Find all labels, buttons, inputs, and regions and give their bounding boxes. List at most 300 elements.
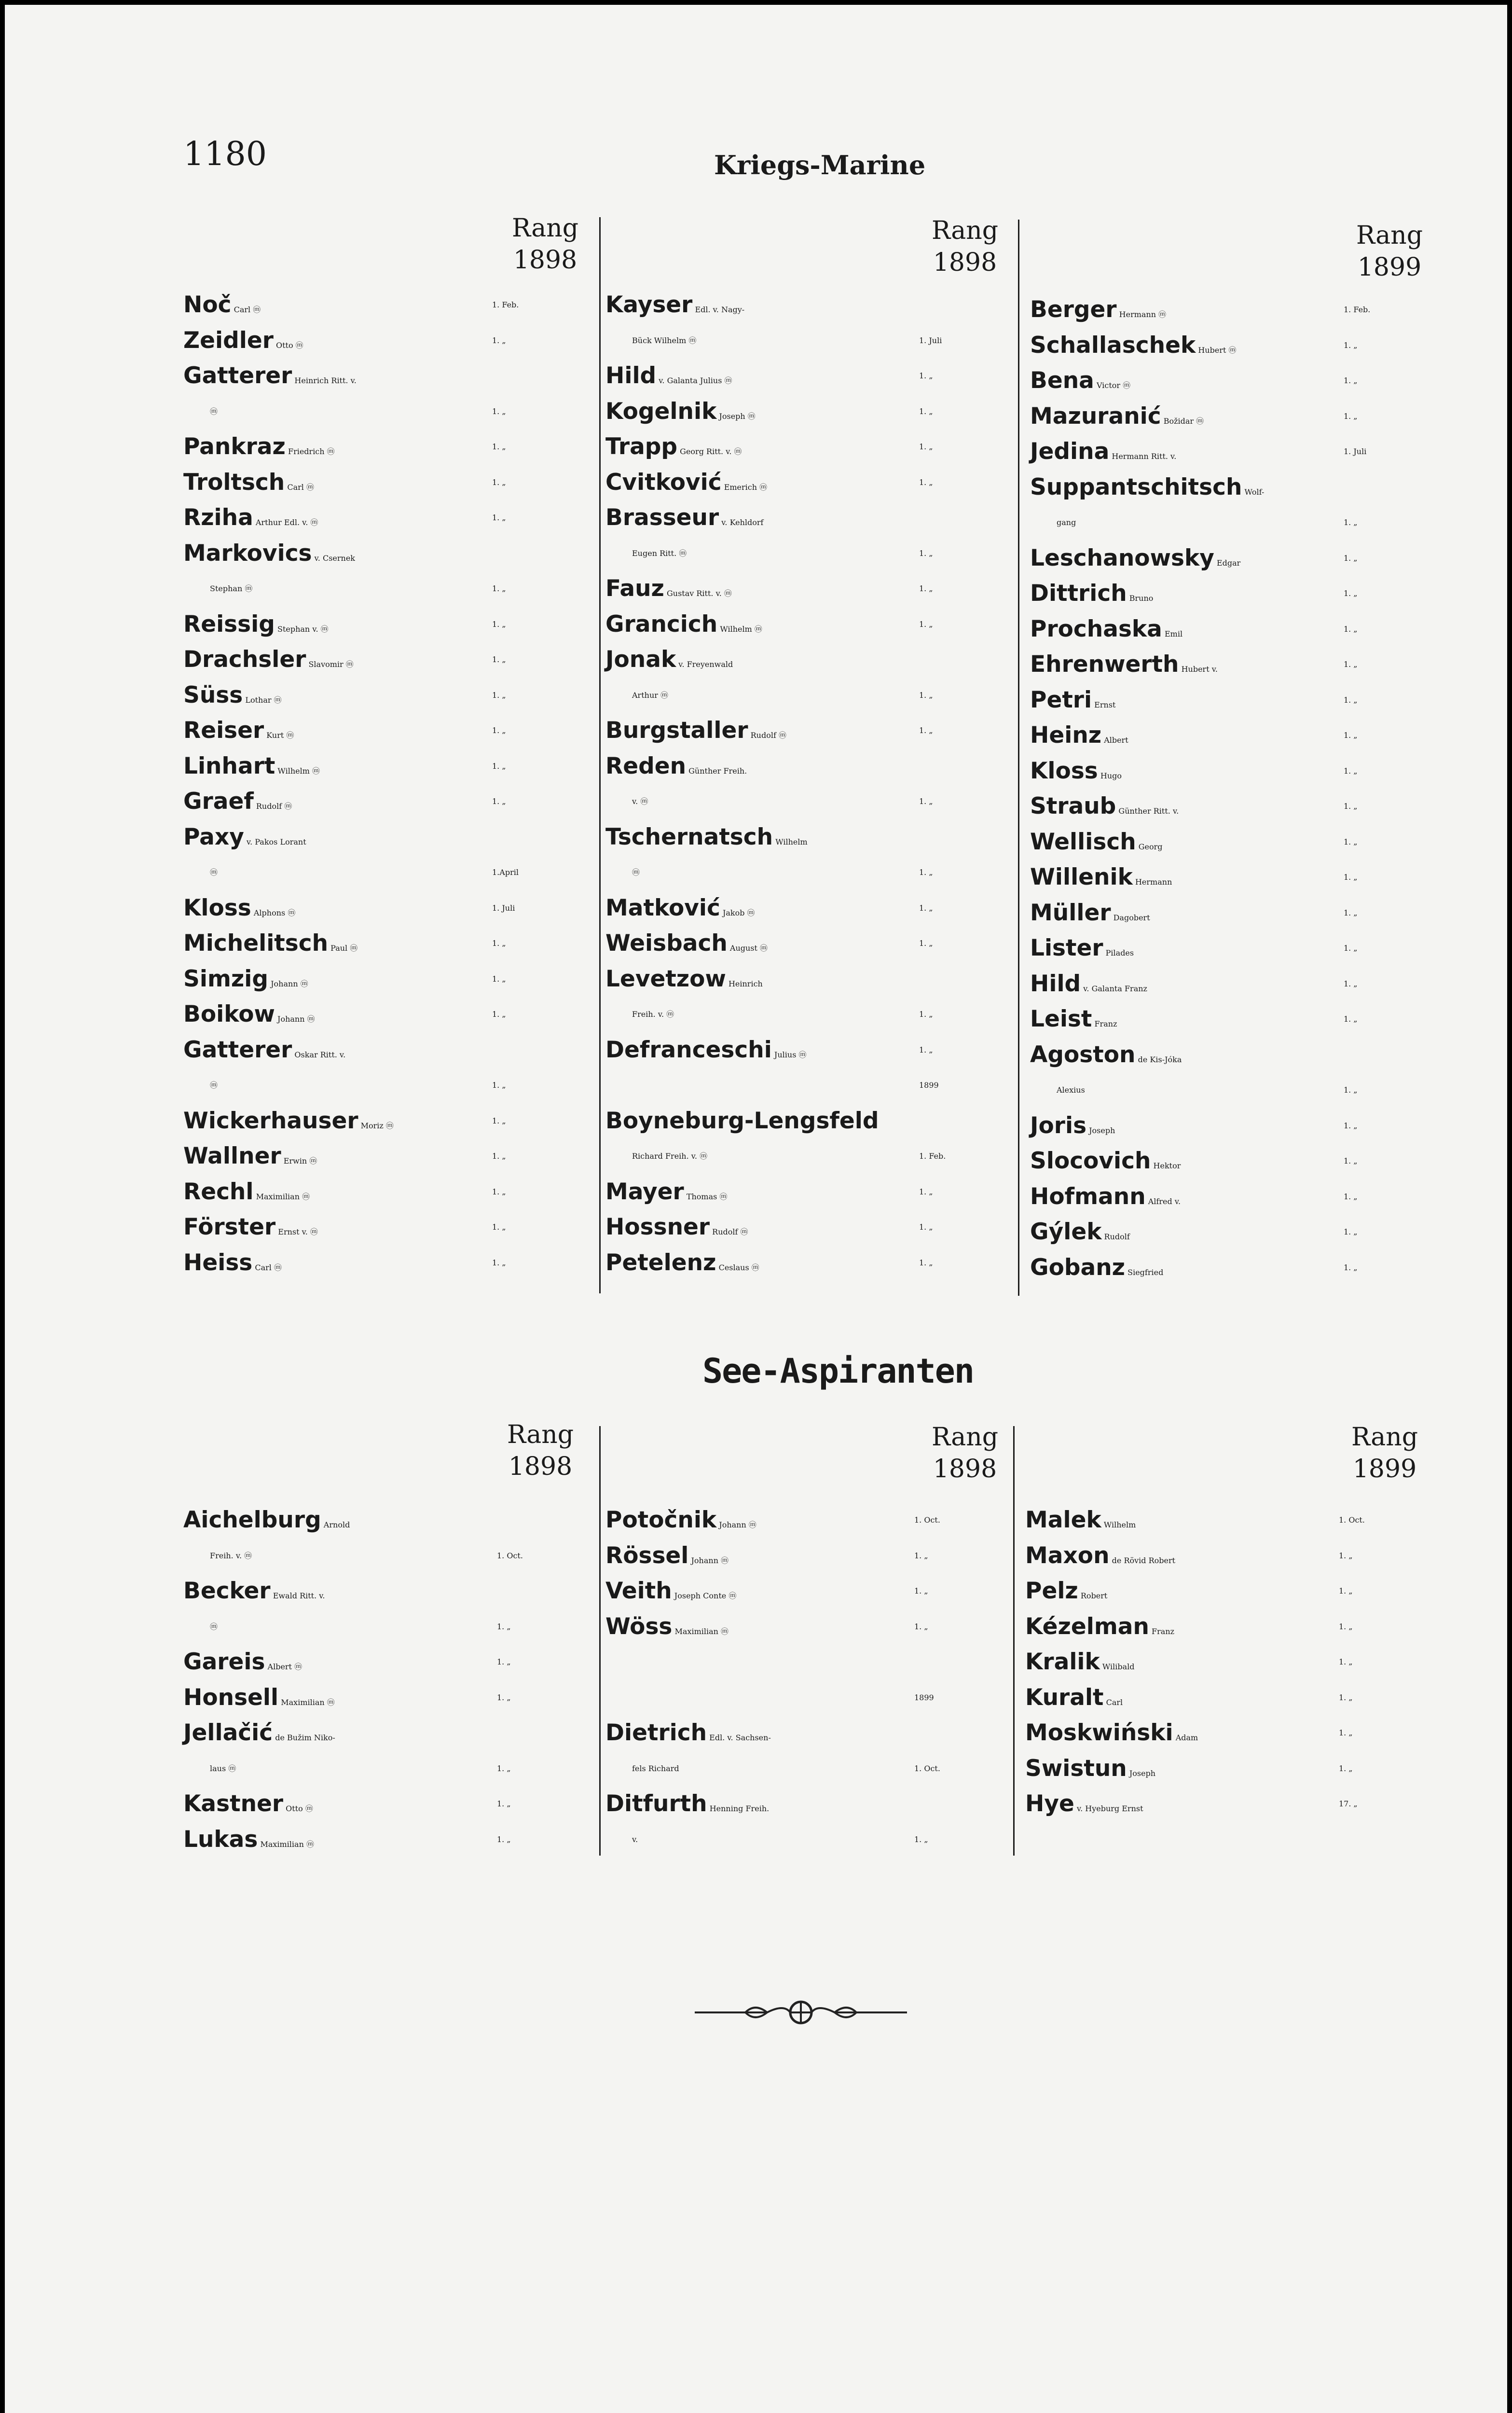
rank-date: 1. „ [1339,1763,1353,1773]
list-item [605,855,1016,890]
entry-name: Arthur ⓜ [632,690,668,700]
rank-date: 1. „ [1344,660,1358,669]
ornament-divider-icon [695,1998,907,2027]
entry-name: Hossner Rudolf ⓜ [605,1214,748,1240]
entry-name: Hild v. Galanta Franz [1030,970,1147,997]
list-item [1030,470,1455,505]
list-item [183,1103,593,1139]
section2-column-1 [183,1502,593,1857]
entry-name: Süss Lothar ⓜ [183,681,282,708]
list-item [183,571,593,607]
entry-name: laus ⓜ [210,1763,236,1773]
rank-date: 1. „ [492,1081,506,1090]
entry-name: Lister Pilades [1030,935,1134,961]
entry-name: Slocovich Hektor [1030,1148,1181,1174]
rank-date: 1. „ [919,726,933,735]
list-item [1030,966,1455,1002]
section2-column-2 [605,1502,1011,1857]
rang-header-col2 [917,215,1013,278]
list-item [605,1680,1011,1716]
rang-label: Rang [1351,1423,1418,1452]
list-item [183,890,593,926]
entry-name: Kloss Alphons ⓜ [183,894,296,921]
list-item [183,323,593,359]
rank-date: 1. „ [919,548,933,558]
entry-name: Gýlek Rudolf [1030,1219,1130,1245]
entry-name: Reden Günther Freih. [605,752,747,779]
column-divider [1013,1426,1015,1856]
rank-date: 1. „ [492,1222,506,1232]
entry-name: ⓜ [210,1081,218,1090]
list-item [183,961,593,997]
list-item [605,678,1016,713]
rang-label: Rang [931,216,999,245]
list-item [1025,1502,1450,1538]
entry-name: Gareis Albert ⓜ [183,1649,302,1675]
entry-name: Jellačić de Bužim Niko- [183,1720,335,1746]
list-item [605,500,1016,536]
list-item [605,1751,1011,1787]
list-item [605,1822,1011,1858]
column-divider [599,1426,601,1856]
entry-name: Boikow Johann ⓜ [183,1001,315,1027]
entry-name: Reissig Stephan v. ⓜ [183,610,329,638]
entry-name: Pankraz Friedrich ⓜ [183,433,335,460]
entry-name: Burgstaller Rudolf ⓜ [605,717,786,744]
rank-date: 1. „ [1339,1728,1353,1737]
rank-date: 1. „ [492,477,506,487]
list-item [1030,930,1455,966]
rank-date: 1. „ [497,1692,511,1702]
rank-date: 1. Oct. [914,1515,940,1525]
rank-date: 1. Juli [919,335,942,345]
rank-date: 1. „ [492,406,506,416]
list-item [1030,682,1455,718]
rank-date: 1. „ [492,939,506,948]
entry-name: Kuralt Carl [1025,1684,1123,1711]
rank-date: 1. „ [492,655,506,664]
list-item [605,1209,1016,1245]
list-item [1025,1573,1450,1609]
rank-date: 1. „ [492,974,506,984]
rank-date: 1. „ [1344,340,1358,350]
list-item [1030,505,1455,541]
entry-name: Kézelman Franz [1025,1613,1175,1640]
entry-name: Boyneburg-Lengsfeld [605,1107,879,1134]
entry-name: Agoston de Kis-Jóka [1030,1041,1182,1068]
list-item [183,1245,593,1281]
list-item [1030,541,1455,576]
rank-date: 1899 [914,1692,934,1702]
rank-date: 1. „ [914,1551,928,1560]
rank-date: 1. „ [1344,1014,1358,1024]
entry-name: Prochaska Emil [1030,615,1183,642]
section1-column-1 [183,287,593,1280]
list-item [605,323,1016,359]
list-item [605,890,1016,926]
entry-name: Wellisch Georg [1030,828,1163,855]
list-item [183,1138,593,1174]
entry-name: Wallner Erwin ⓜ [183,1143,317,1169]
rank-date: 1. „ [497,1763,511,1773]
list-item [1030,611,1455,647]
rank-date: 1. Juli [492,903,515,913]
entry-name: Moskwiński Adam [1025,1720,1198,1746]
rank-date: 1. „ [497,1799,511,1808]
rank-date: 1. „ [1344,873,1358,882]
rank-date: 1. „ [1339,1657,1353,1666]
entry-name: Jedina Hermann Ritt. v. [1030,438,1177,465]
entry-name: Drachsler Slavomir ⓜ [183,646,354,673]
rang-year: 1898 [933,248,997,277]
list-item [1025,1715,1450,1751]
entry-name: Becker Ewald Ritt. v. [183,1578,325,1604]
list-item [183,358,593,394]
list-item [1030,895,1455,931]
entry-name: Leschanowsky Edgar [1030,544,1241,571]
entry-name: Troltsch Carl ⓜ [183,469,314,496]
rang-header-col1 [497,212,593,276]
list-item [1025,1644,1450,1680]
entry-name: Reiser Kurt ⓜ [183,717,294,744]
list-item [183,819,593,855]
entry-name: Freih. v. ⓜ [632,1010,674,1019]
entry-name: fels Richard [632,1763,679,1773]
page-number: 1180 [183,135,267,173]
rank-date: 1. „ [919,868,933,877]
rank-date: 1. „ [492,1187,506,1196]
rank-date: 1. „ [919,406,933,416]
list-item [605,429,1016,465]
list-item [1030,824,1455,860]
rank-date: 1. „ [492,761,506,771]
entry-name: Lukas Maximilian ⓜ [183,1826,314,1853]
entry-name: Heiss Carl ⓜ [183,1249,282,1276]
rank-date: 1. „ [1344,695,1358,705]
entry-name: Maxon de Rövid Robert [1025,1542,1176,1569]
list-item [1030,789,1455,824]
entry-name: Müller Dagobert [1030,899,1150,926]
rank-date: 1. „ [1344,376,1358,385]
rank-date: 1. „ [497,1834,511,1844]
rank-date: 1. „ [919,1045,933,1054]
entry-name: Hild v. Galanta Julius ⓜ [605,362,732,389]
entry-name: Honsell Maximilian ⓜ [183,1684,335,1711]
list-item [605,1715,1011,1751]
list-item [183,1068,593,1103]
list-item [1030,399,1455,434]
list-item [605,358,1016,394]
rank-date: 1. „ [492,619,506,629]
rank-date: 1. „ [1344,589,1358,598]
list-item [183,1644,593,1680]
entry-name: Willenik Hermann [1030,864,1172,890]
list-item [183,536,593,571]
entry-name: Kloss Hugo [1030,757,1122,784]
entry-name: Joris Joseph [1030,1112,1115,1139]
rank-date: 1. „ [919,903,933,913]
rank-date: 1. „ [1344,766,1358,776]
entry-name: Ehrenwerth Hubert v. [1030,651,1218,678]
entry-name: Pelz Robert [1025,1578,1108,1604]
list-item [183,1538,593,1574]
rank-date: 1. „ [919,584,933,593]
list-item [605,749,1016,784]
list-item [183,926,593,961]
list-item [605,394,1016,430]
rank-date: 1. „ [1344,411,1358,421]
rank-date: 1. „ [919,1010,933,1019]
rang-year: 1898 [513,246,577,275]
list-item [183,1715,593,1751]
list-item [605,1644,1011,1680]
rank-date: 1. „ [1344,943,1358,953]
list-item [1025,1538,1450,1574]
entry-name: Paxy v. Pakos Lorant [183,823,306,850]
entry-name: ⓜ [210,868,218,877]
list-item [1030,363,1455,399]
rank-date: 1. „ [492,1258,506,1267]
list-item [1030,718,1455,753]
document-page [5,5,1507,2413]
section2-column-3 [1025,1502,1450,1822]
entry-name: Rechl Maximilian ⓜ [183,1178,310,1205]
entry-name: Simzig Johann ⓜ [183,965,308,992]
list-item [1030,1179,1455,1215]
entry-name: Hye v. Hyeburg Ernst [1025,1790,1143,1817]
rank-date: 1. „ [492,513,506,522]
rank-date: 1. „ [914,1622,928,1631]
list-item [605,1609,1011,1645]
section1-column-2 [605,287,1016,1280]
entry-name: Mayer Thomas ⓜ [605,1178,728,1205]
list-item [183,607,593,642]
entry-name: Defranceschi Julius ⓜ [605,1036,807,1063]
list-item [1030,1214,1455,1250]
entry-name: Kastner Otto ⓜ [183,1790,313,1817]
entry-name: Leist Franz [1030,1006,1117,1032]
section-title: See-Aspiranten [702,1351,974,1391]
list-item [183,713,593,749]
entry-name: Richard Freih. v. ⓜ [632,1151,708,1161]
list-item [1030,292,1455,328]
entry-name: Hofmann Alfred v. [1030,1183,1181,1210]
list-item [183,465,593,500]
entry-name: Suppantschitsch Wolf- [1030,473,1265,500]
entry-name: Fauz Gustav Ritt. v. ⓜ [605,575,732,602]
entry-name: Berger Hermann ⓜ [1030,296,1167,323]
list-item [183,1502,593,1538]
column-divider [1018,220,1019,1296]
list-item [183,1751,593,1787]
list-item [605,571,1016,607]
rang-header-col3 [1336,1421,1433,1485]
list-item [183,1174,593,1210]
rank-date: 1. Oct. [497,1551,523,1560]
entry-name: Stephan ⓜ [210,584,253,593]
rang-year: 1899 [1357,253,1422,282]
entry-name: v. ⓜ [632,797,648,806]
entry-name: Wickerhauser Moriz ⓜ [183,1107,394,1134]
rank-date: 1. Feb. [1344,305,1371,314]
list-item [1030,1108,1455,1144]
list-item [183,784,593,819]
list-item [605,1138,1016,1174]
rank-date: 1. „ [1339,1622,1353,1631]
rank-date: 1. „ [1344,837,1358,846]
entry-name: Tschernatsch Wilhelm [605,823,808,850]
list-item [183,997,593,1032]
list-item [1030,576,1455,611]
entry-name: Matković Jakob ⓜ [605,894,755,921]
rank-date: 1. „ [492,1151,506,1161]
rank-date: 1. „ [1344,802,1358,811]
list-item [1030,647,1455,682]
list-item [1030,1072,1455,1108]
rank-date: 1. „ [1344,908,1358,917]
entry-name: Eugen Ritt. ⓜ [632,548,687,558]
rank-date: 1. „ [1344,553,1358,563]
list-item [605,1786,1011,1822]
entry-name: Schallaschek Hubert ⓜ [1030,332,1237,359]
rang-label: Rang [931,1423,999,1452]
list-item [605,1502,1011,1538]
entry-name: Cvitković Emerich ⓜ [605,469,768,496]
list-item [1030,1001,1455,1037]
rank-date: 1. „ [919,1222,933,1232]
rank-date: 1. „ [914,1834,928,1844]
rank-date: 1. „ [919,371,933,380]
column-divider [599,217,601,1293]
list-item [183,678,593,713]
rank-date: 1. Feb. [492,300,519,309]
list-item [183,1609,593,1645]
entry-name: Weisbach August ⓜ [605,930,768,957]
entry-name: Förster Ernst v. ⓜ [183,1214,318,1240]
entry-name: Graef Rudolf ⓜ [183,788,292,815]
rank-date: 1. „ [492,690,506,700]
section1-column-3 [1030,292,1455,1285]
entry-name: Mazuranić Božidar ⓜ [1030,402,1204,430]
rank-date: 1. „ [492,335,506,345]
list-item [183,1786,593,1822]
rang-year: 1898 [933,1455,997,1484]
list-item [605,607,1016,642]
rang-label: Rang [507,1420,574,1449]
entry-name: Heinz Albert [1030,722,1128,749]
list-item [1025,1786,1450,1822]
rank-date: 1. „ [919,939,933,948]
list-item [605,1068,1016,1103]
rank-date: 1. „ [919,797,933,806]
rank-date: 1. „ [492,1116,506,1125]
rank-date: 1. „ [1344,518,1358,527]
list-item [1025,1751,1450,1787]
rank-date: 1. „ [497,1622,511,1631]
rank-date: 1.April [492,868,519,877]
list-item [1030,328,1455,363]
rang-label: Rang [1356,221,1423,250]
rang-label: Rang [511,214,579,243]
entry-name: Brasseur v. Kehldorf [605,504,764,531]
entry-name: Grancich Wilhelm ⓜ [605,610,762,638]
entry-name: ⓜ [210,1622,218,1631]
entry-name: Swistun Joseph [1025,1755,1156,1782]
rank-date: 1. „ [1339,1586,1353,1595]
rang-header-col1 [492,1419,589,1483]
list-item [605,536,1016,571]
entry-name: Zeidler Otto ⓜ [183,327,303,354]
list-item [183,1209,593,1245]
entry-name: Markovics v. Csernek [183,540,355,567]
entry-name: Michelitsch Paul ⓜ [183,930,358,957]
entry-name: Kralik Wilibald [1025,1649,1135,1675]
list-item [1030,1037,1455,1073]
list-item [1030,1143,1455,1179]
rank-date: 1. „ [492,584,506,593]
list-item [183,1032,593,1068]
entry-name: Dietrich Edl. v. Sachsen- [605,1720,771,1746]
list-item [605,784,1016,819]
rank-date: 1. Feb. [919,1151,946,1161]
rank-date: 1. „ [1339,1551,1353,1560]
rank-date: 1. „ [1344,1227,1358,1236]
list-item [183,287,593,323]
entry-name: Potočnik Johann ⓜ [605,1507,756,1533]
entry-name: Rziha Arthur Edl. v. ⓜ [183,504,318,531]
entry-name: Alexius [1057,1085,1085,1095]
entry-name: Petelenz Ceslaus ⓜ [605,1249,759,1276]
entry-name: ⓜ [210,406,218,416]
rank-date: 1. „ [919,619,933,629]
rank-date: 1. „ [1344,624,1358,634]
entry-name: Linhart Wilhelm ⓜ [183,752,320,779]
entry-name: Freih. v. ⓜ [210,1551,252,1560]
rang-year: 1898 [508,1452,573,1481]
rank-date: 1. „ [492,1010,506,1019]
list-item [183,394,593,430]
list-item [605,997,1016,1032]
rang-year: 1899 [1352,1455,1417,1484]
rank-date: 1. „ [1344,1262,1358,1272]
rank-date: 1. „ [1344,1192,1358,1201]
entry-name: Malek Wilhelm [1025,1507,1136,1533]
entry-name: Trapp Georg Ritt. v. ⓜ [605,433,742,460]
list-item [605,713,1016,749]
rank-date: 1. „ [1344,1121,1358,1130]
rank-date: 1. „ [1344,1156,1358,1165]
rank-date: 1. „ [1344,979,1358,988]
list-item [183,429,593,465]
list-item [605,926,1016,961]
rank-date: 1. „ [492,797,506,806]
entry-name: Bena Victor ⓜ [1030,367,1131,394]
rank-date: 1. Oct. [914,1763,940,1773]
running-head: Kriegs-Marine [714,150,926,180]
list-item [1030,753,1455,789]
entry-name: Gatterer Heinrich Ritt. v. [183,362,357,389]
entry-name: gang [1057,518,1076,527]
entry-name: Gobanz Siegfried [1030,1254,1164,1281]
rank-date: 1. „ [919,477,933,487]
list-item [605,1103,1016,1139]
rank-date: 1. „ [1339,1692,1353,1702]
list-item [183,1573,593,1609]
list-item [183,500,593,536]
entry-name: Ditfurth Henning Freih. [605,1790,770,1817]
entry-name: v. [632,1834,638,1844]
entry-name: Noč Carl ⓜ [183,291,261,318]
